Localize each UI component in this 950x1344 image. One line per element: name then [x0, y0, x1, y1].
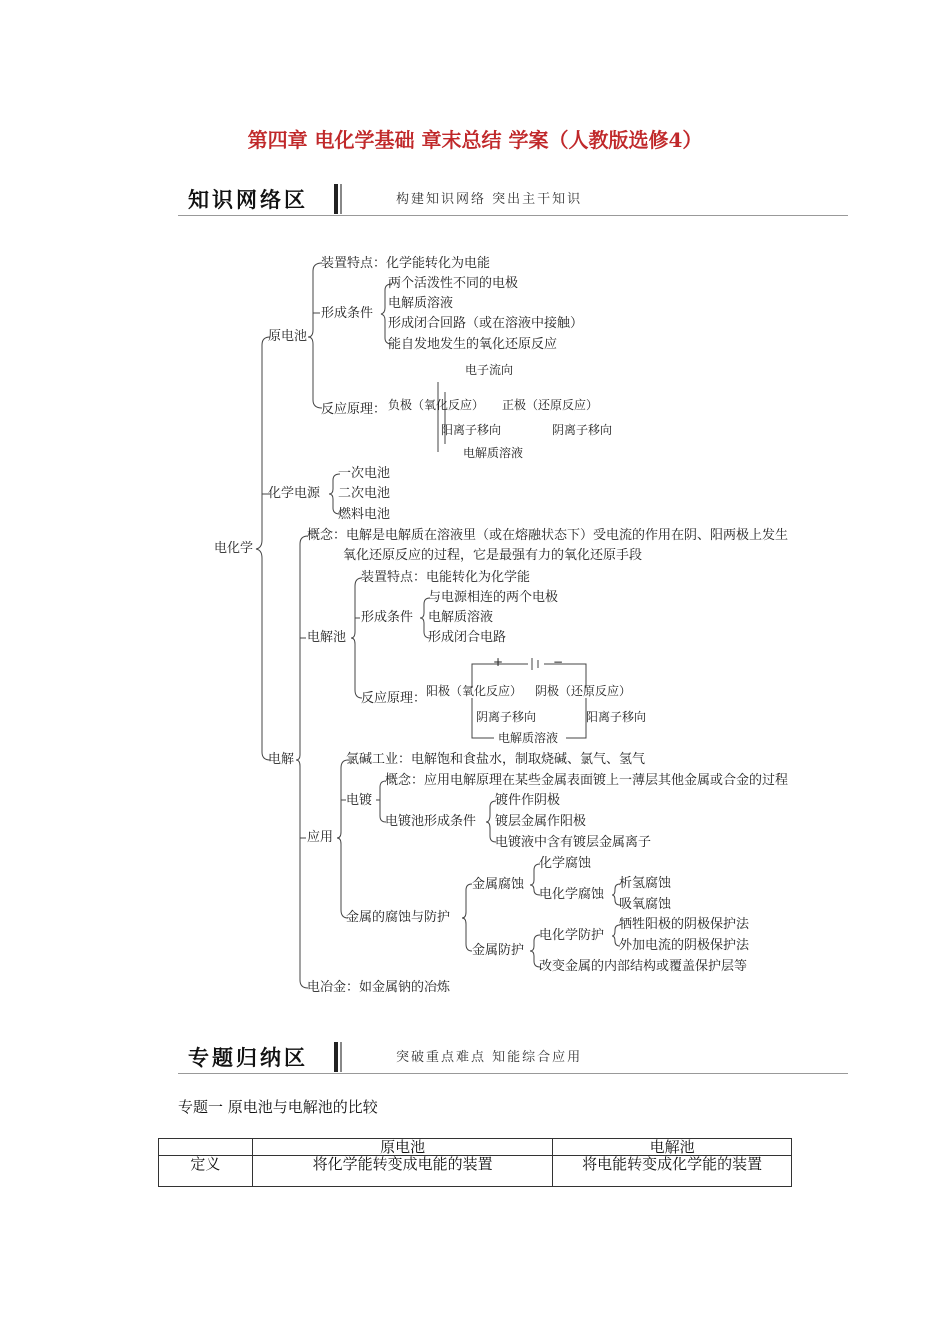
hxdy-2: 二次电池	[338, 486, 391, 501]
fs-label: 金属的腐蚀与防护	[346, 910, 451, 925]
document-title: 第四章 电化学基础 章末总结 学案（人教版选修4）	[247, 128, 703, 152]
ddc-3: 电镀液中含有镀层金属离子	[495, 835, 652, 850]
ydc-xc-bracket	[381, 284, 392, 344]
section-title: 知识网络区	[188, 188, 308, 212]
table-header-row	[159, 1139, 792, 1156]
table-header-cell: 电解池	[553, 1139, 792, 1156]
root-bracket	[256, 337, 270, 760]
section-title: 专题归纳区	[188, 1046, 308, 1070]
ydc-xc-2: 电解质溶液	[388, 296, 454, 311]
comparison-table	[158, 1138, 792, 1187]
section-subtitle: 突破重点难点 知能综合应用	[396, 1050, 583, 1065]
fh-gaibian: 改变金属的内部结构或覆盖保护层等	[539, 959, 748, 974]
ydc-dia-bottom: 电解质溶液	[463, 446, 524, 460]
djc-xc-2: 电解质溶液	[428, 610, 494, 625]
djc-dia-cation: 阳离子移向	[586, 710, 647, 724]
yy-bracket	[337, 760, 348, 918]
table-cell: 定义	[159, 1156, 253, 1187]
dhx-label: 电化学腐蚀	[539, 887, 605, 902]
ydc-xingcheng-label: 形成条件	[321, 306, 374, 321]
table-header-cell: 原电池	[252, 1139, 553, 1156]
djc-xc-3: 形成闭合电路	[428, 630, 507, 645]
jsfs-label: 金属腐蚀	[472, 877, 525, 892]
node-huaxuedianyuan: 化学电源	[268, 486, 321, 501]
ydc-bracket	[308, 263, 322, 408]
ydc-zhuangzhi: 装置特点：化学能转化为电能	[321, 256, 491, 271]
dj-yejin: 电冶金：如金属钠的冶炼	[307, 980, 451, 995]
node-yuandianchi: 原电池	[268, 329, 308, 344]
dj-gainian-1: 概念：电解是电解质在溶液里（或在熔融状态下）受电流的作用在阴、阳两极上发生	[307, 528, 789, 543]
ddc-label: 电镀池形成条件	[385, 814, 477, 829]
djc-fanying-label: 反应原理：	[361, 691, 427, 706]
ydc-xc-3: 形成闭合回路（或在溶液中接触）	[388, 316, 584, 331]
djc-dia-right: 阴极（还原反应）	[535, 684, 632, 698]
djc-dia-left: 阳极（氧化反应）	[426, 684, 523, 698]
ddc-1: 镀件作阴极	[495, 793, 561, 808]
djc-circuit-bottom-right	[566, 698, 586, 738]
ydc-xc-4: 能自发地发生的氧化还原反应	[388, 337, 558, 352]
dhfh-2: 外加电流的阴极保护法	[619, 938, 750, 953]
djc-zhuangzhi: 装置特点：电能转化为化学能	[361, 570, 531, 585]
hxdy-3: 燃料电池	[338, 507, 391, 522]
dj-gainian-2: 氧化还原反应的过程，它是最强有力的氧化还原手段	[343, 548, 643, 563]
ydc-dia-left: 负极（氧化反应）	[388, 398, 485, 412]
ydc-dia-anion: 阴离子移向	[552, 423, 613, 437]
section-subtitle: 构建知识网络 突出主干知识	[396, 192, 583, 207]
dhx-2: 吸氧腐蚀	[619, 897, 672, 912]
hxdy-1: 一次电池	[338, 466, 391, 481]
ydc-xc-1: 两个活泼性不同的电极	[388, 276, 519, 291]
djc-dia-minus: −	[553, 655, 564, 669]
ydc-dia-cation: 阳离子移向	[441, 423, 502, 437]
fs-bracket	[462, 884, 472, 951]
ydc-dia-right: 正极（还原反应）	[502, 398, 599, 412]
fh-label: 金属防护	[472, 943, 525, 958]
node-dianjiechi: 电解池	[307, 630, 347, 645]
dhx-1: 析氢腐蚀	[619, 876, 672, 891]
jsfs-huaxue: 化学腐蚀	[539, 856, 592, 871]
dhfh-1: 牺牲阳极的阴极保护法	[619, 917, 750, 932]
djc-dia-bottom: 电解质溶液	[498, 731, 559, 745]
dd-gainian: 概念：应用电解原理在某些金属表面镀上一薄层其他金属或合金的过程	[385, 773, 789, 788]
dd-label: 电镀	[346, 793, 373, 808]
table-row	[159, 1156, 792, 1187]
table-cell: 将化学能转变成电能的装置	[252, 1156, 553, 1187]
yy-lvjian: 氯碱工业：电解饱和食盐水，制取烧碱、氯气、氢气	[346, 752, 646, 767]
section-banner-topics	[178, 1042, 848, 1074]
node-dianjie: 电解	[268, 752, 295, 767]
djc-xc-1: 与电源相连的两个电极	[428, 590, 559, 605]
ydc-fanying-label: 反应原理：	[321, 402, 387, 417]
djc-dia-anion: 阴离子移向	[476, 710, 537, 724]
table-cell: 将电能转变成化学能的装置	[553, 1156, 792, 1187]
topic-heading: 专题一 原电池与电解池的比较	[178, 1098, 378, 1116]
dianjie-bracket	[296, 536, 308, 988]
tree-root: 电化学	[214, 541, 254, 556]
djc-bracket	[351, 578, 362, 698]
dhfh-label: 电化学防护	[539, 928, 605, 943]
djc-dia-plus: +	[493, 655, 504, 669]
banner-divider	[334, 1042, 338, 1072]
djc-xingcheng-label: 形成条件	[361, 610, 414, 625]
banner-divider-thin	[340, 1042, 342, 1072]
node-yingyong: 应用	[307, 830, 334, 845]
table-header-cell	[159, 1139, 253, 1156]
ddc-2: 镀层金属作阳极	[495, 814, 587, 829]
ydc-dia-top: 电子流向	[465, 363, 514, 377]
banner-underline	[178, 1073, 848, 1074]
